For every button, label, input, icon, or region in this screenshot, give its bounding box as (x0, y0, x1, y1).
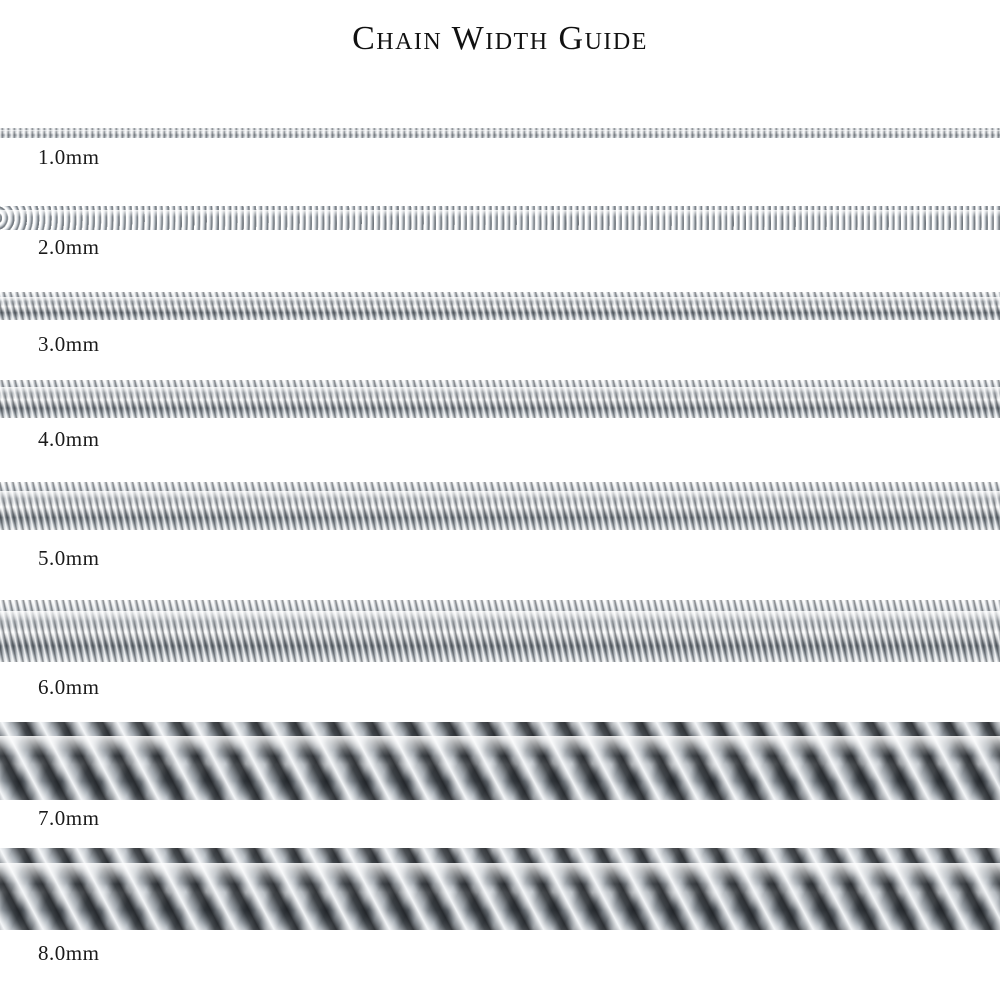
chain-graphic-snake (0, 482, 1000, 530)
chain-label-5: 5.0mm (38, 546, 100, 570)
chain-graphic-rope (0, 722, 1000, 800)
chain-label-8: 8.0mm (38, 941, 100, 965)
chain-graphic-thin (0, 128, 1000, 138)
chain-swatch-6 (0, 600, 1000, 662)
chain-label-4: 4.0mm (38, 427, 100, 451)
chain-graphic-snake (0, 292, 1000, 320)
chain-label-3: 3.0mm (38, 332, 100, 356)
chain-label-6: 6.0mm (38, 675, 100, 699)
chain-label-2: 2.0mm (38, 235, 100, 259)
chain-swatch-1 (0, 128, 1000, 138)
chain-label-1: 1.0mm (38, 145, 100, 169)
chain-graphic-bead (0, 206, 1000, 230)
chain-graphic-snake (0, 380, 1000, 418)
chain-swatch-2 (0, 206, 1000, 230)
chain-graphic-rope (0, 848, 1000, 930)
page-title: Chain Width Guide (352, 20, 648, 57)
chain-swatch-8 (0, 848, 1000, 930)
chain-swatch-3 (0, 292, 1000, 320)
chain-graphic-snake (0, 600, 1000, 662)
chain-label-7: 7.0mm (38, 806, 100, 830)
chain-swatch-7 (0, 722, 1000, 800)
chain-swatch-4 (0, 380, 1000, 418)
chain-swatch-5 (0, 482, 1000, 530)
